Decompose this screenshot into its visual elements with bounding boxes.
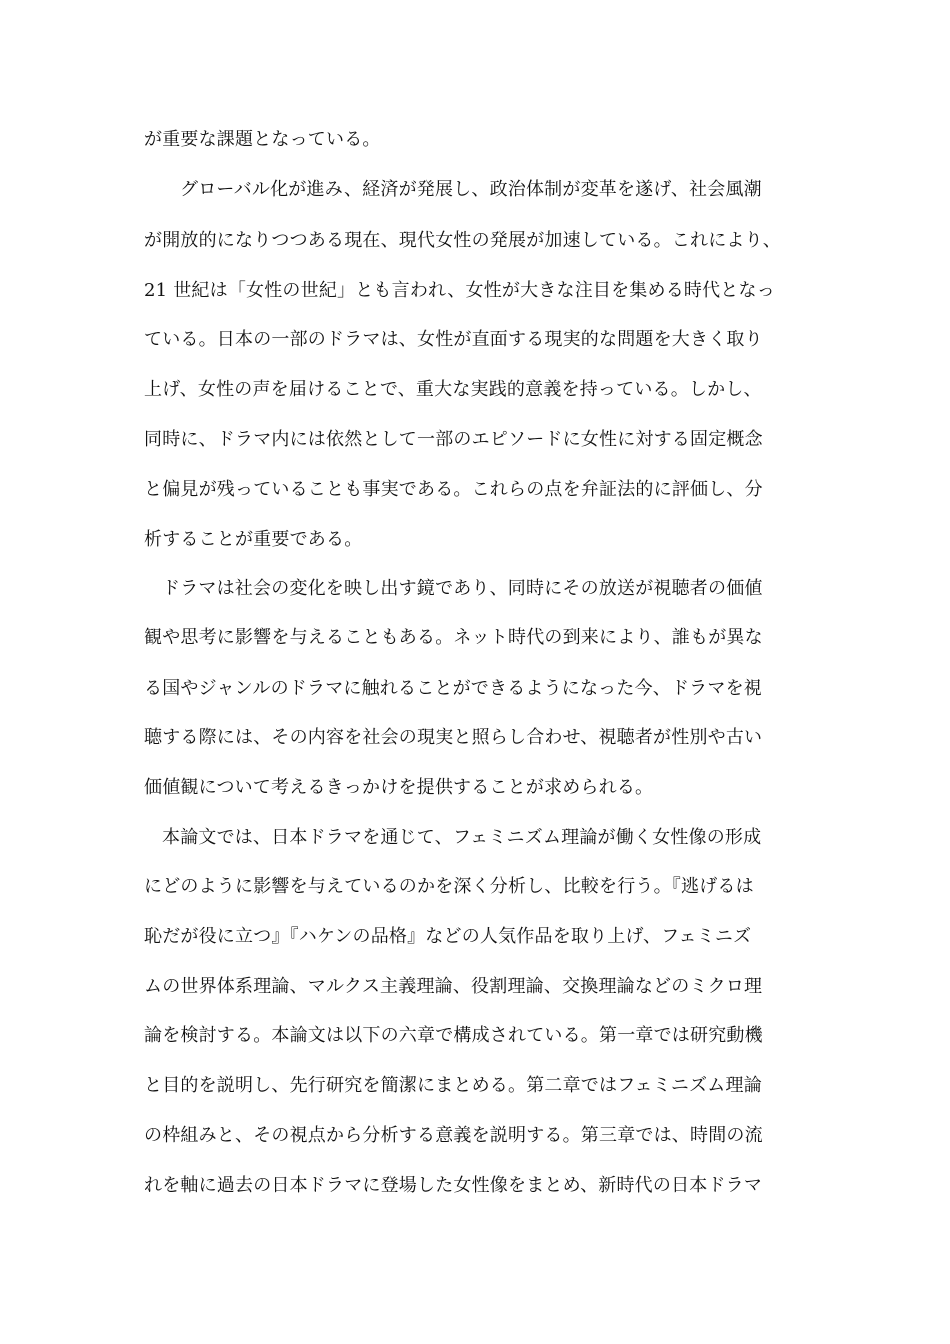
text-line: が開放的になりつつある現在、現代女性の発展が加速している。これにより、 xyxy=(144,230,781,251)
text-line: 本論文では、日本ドラマを通じて、フェミニズム理論が働く女性像の形成 xyxy=(162,827,762,848)
text-line: の枠組みと、その視点から分析する意義を説明する。第三章では、時間の流 xyxy=(144,1125,763,1146)
text-line: 価値観について考えるきっかけを提供することが求められる。 xyxy=(144,777,654,798)
text-line: れを軸に過去の日本ドラマに登場した女性像をまとめ、新時代の日本ドラマ xyxy=(144,1175,763,1196)
text-line: る国やジャンルのドラマに触れることができるようになった今、ドラマを視 xyxy=(144,678,762,699)
text-line: にどのように影響を与えているのかを深く分析し、比較を行う。『逃げるは xyxy=(144,876,754,897)
text-line: が重要な課題となっている。 xyxy=(144,129,381,150)
text-line: ムの世界体系理論、マルクス主義理論、役割理論、交換理論などのミクロ理 xyxy=(144,976,763,997)
text-line: 析することが重要である。 xyxy=(144,529,363,550)
text-line: 同時に、ドラマ内には依然として一部のエピソードに女性に対する固定概念 xyxy=(144,429,763,450)
text-line: 観や思考に影響を与えることもある。ネット時代の到来により、誰もが異な xyxy=(144,627,763,648)
text-line: と偏見が残っていることも事実である。これらの点を弁証法的に評価し、分 xyxy=(144,479,763,500)
text-line: ている。日本の一部のドラマは、女性が直面する現実的な問題を大きく取り xyxy=(144,329,763,350)
text-line: と目的を説明し、先行研究を簡潔にまとめる。第二章ではフェミニズム理論 xyxy=(144,1075,762,1096)
text-line: 上げ、女性の声を届けることで、重大な実践的意義を持っている。しかし、 xyxy=(144,379,762,400)
text-line: 聴する際には、その内容を社会の現実と照らし合わせ、視聴者が性別や古い xyxy=(144,727,763,748)
text-line: 21 世紀は「女性の世紀」とも言われ、女性が大きな注目を集める時代となっ xyxy=(144,280,775,301)
text-line: グローバル化が進み、経済が発展し、政治体制が変革を遂げ、社会風潮 xyxy=(180,179,762,200)
text-line: 論を検討する。本論文は以下の六章で構成されている。第一章では研究動機 xyxy=(144,1025,763,1046)
text-line: ドラマは社会の変化を映し出す鏡であり、同時にその放送が視聴者の価値 xyxy=(162,578,763,599)
text-line: 恥だが役に立つ』『ハケンの品格』などの人気作品を取り上げ、フェミニズ xyxy=(144,926,752,947)
